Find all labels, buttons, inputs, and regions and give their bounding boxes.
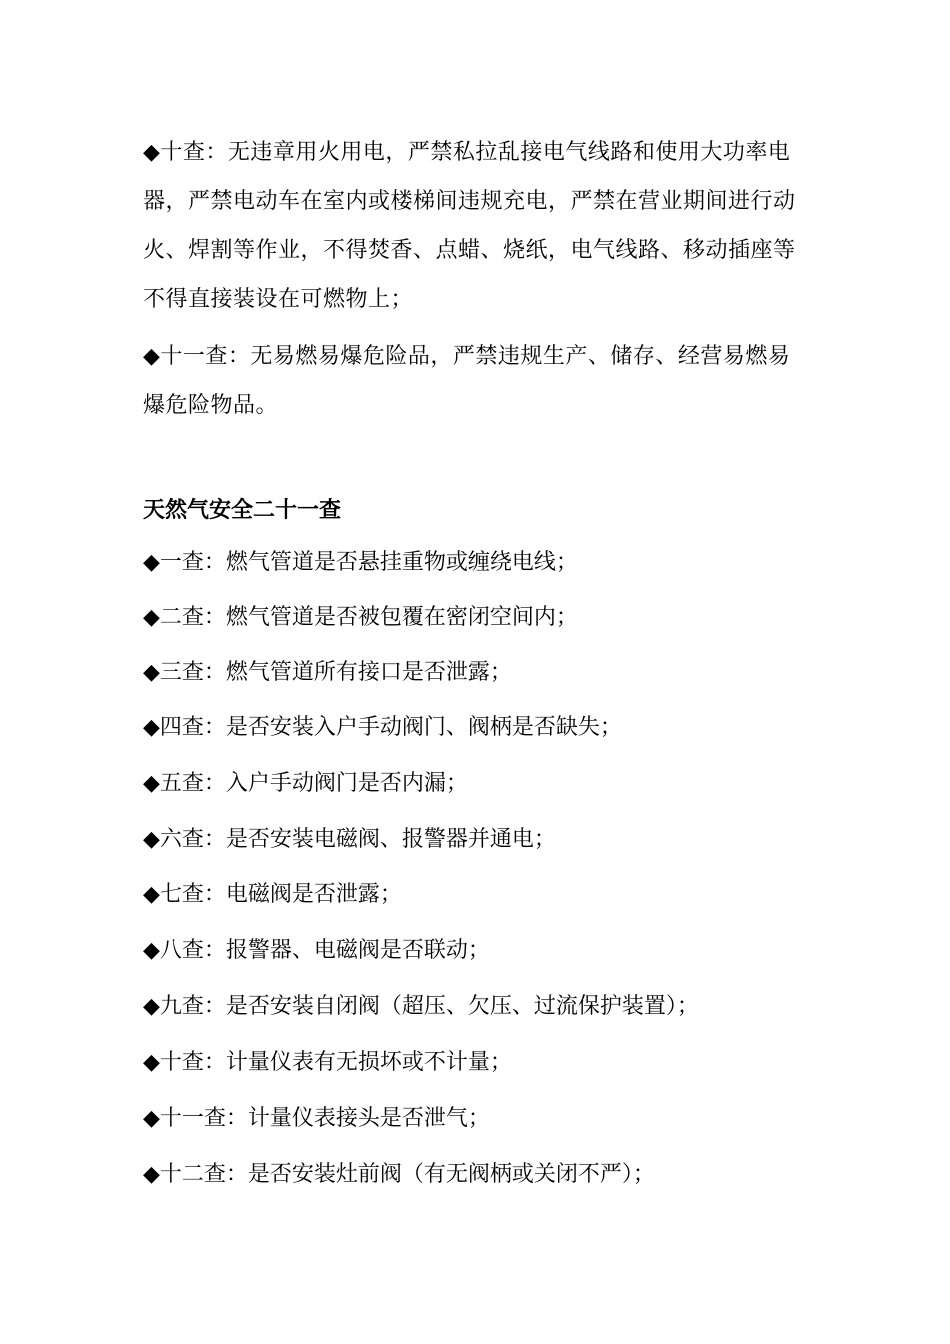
- gas-check-item-8: ◆八查：报警器、电磁阀是否联动；: [143, 938, 490, 963]
- gas-check-item-1: ◆一查：燃气管道是否悬挂重物或缠绕电线；: [143, 550, 578, 575]
- gas-check-item-11: ◆十一查：计量仪表接头是否泄气；: [143, 1106, 490, 1131]
- gas-check-item-10: ◆十查：计量仪表有无损坏或不计量；: [143, 1050, 512, 1075]
- gas-check-item-5: ◆五查：入户手动阀门是否内漏；: [143, 771, 468, 796]
- gas-check-item-4: ◆四查：是否安装入户手动阀门、阀柄是否缺失；: [143, 715, 622, 740]
- gas-check-item-9: ◆九查：是否安装自闭阀（超压、欠压、过流保护装置）；: [143, 994, 699, 1019]
- fire-check-item-10: ◆十查：无违章用火用电，严禁私拉乱接电气线路和使用大功率电器，严禁电动车在室内或楼梯间违规充电，严禁在营业期间进行动火、焊割等作业，不得焚香、点蜡、烧纸，电气线路、移动插座等不得直接装设在可燃物上；: [143, 140, 796, 312]
- gas-check-item-6: ◆六查：是否安装电磁阀、报警器并通电；: [143, 827, 556, 852]
- gas-check-item-2: ◆二查：燃气管道是否被包覆在密闭空间内；: [143, 605, 578, 630]
- gas-check-item-12: ◆十二查：是否安装灶前阀（有无阀柄或关闭不严）；: [143, 1162, 655, 1187]
- section-title: 天然气安全二十一查: [143, 498, 342, 523]
- gas-check-item-7: ◆七查：电磁阀是否泄露；: [143, 882, 402, 907]
- fire-check-item-11: ◆十一查：无易燃易爆危险品，严禁违规生产、储存、经营易燃易爆危险物品。: [143, 344, 791, 418]
- gas-check-item-3: ◆三查：燃气管道所有接口是否泄露；: [143, 660, 512, 685]
